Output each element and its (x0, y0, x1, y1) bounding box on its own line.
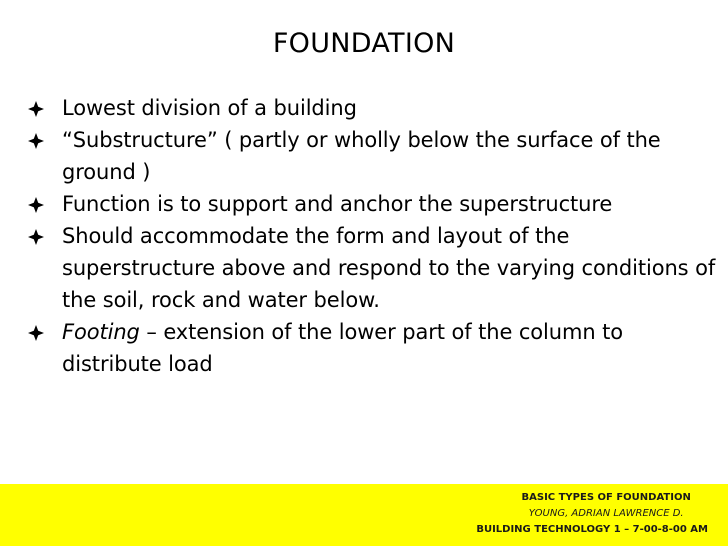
bullet-emphasis: Footing (62, 320, 140, 344)
bullet-item (26, 316, 716, 380)
footer-course: BUILDING TECHNOLOGY 1 – 7-00-8-00 AM (476, 524, 708, 535)
diamond-bullet-icon (28, 133, 44, 149)
slide-title: FOUNDATION (272, 28, 456, 59)
bullet-text: “Substructure” ( partly or wholly below the surface of the ground ) (62, 128, 661, 184)
bullet-text: Should accommodate the form and layout of the superstructure above and respond to the varying conditions of the soil, rock and water below. (62, 224, 716, 312)
footer-bar (0, 484, 728, 546)
bullet-item (26, 220, 716, 316)
footer-author: YOUNG, ADRIAN LAWRENCE D. (528, 508, 684, 519)
footer-text (476, 490, 708, 538)
bullet-list (26, 92, 716, 380)
diamond-bullet-icon (28, 325, 44, 341)
bullet-item (26, 92, 716, 124)
bullet-text: – extension of the lower part of the column to distribute load (62, 320, 623, 376)
diamond-bullet-icon (28, 101, 44, 117)
bullet-text: Function is to support and anchor the superstructure (62, 192, 613, 216)
bullet-item (26, 188, 716, 220)
diamond-bullet-icon (28, 229, 44, 245)
footer-topic: BASIC TYPES OF FOUNDATION (521, 492, 691, 503)
bullet-item (26, 124, 716, 188)
diamond-bullet-icon (28, 197, 44, 213)
bullet-text: Lowest division of a building (62, 96, 357, 120)
